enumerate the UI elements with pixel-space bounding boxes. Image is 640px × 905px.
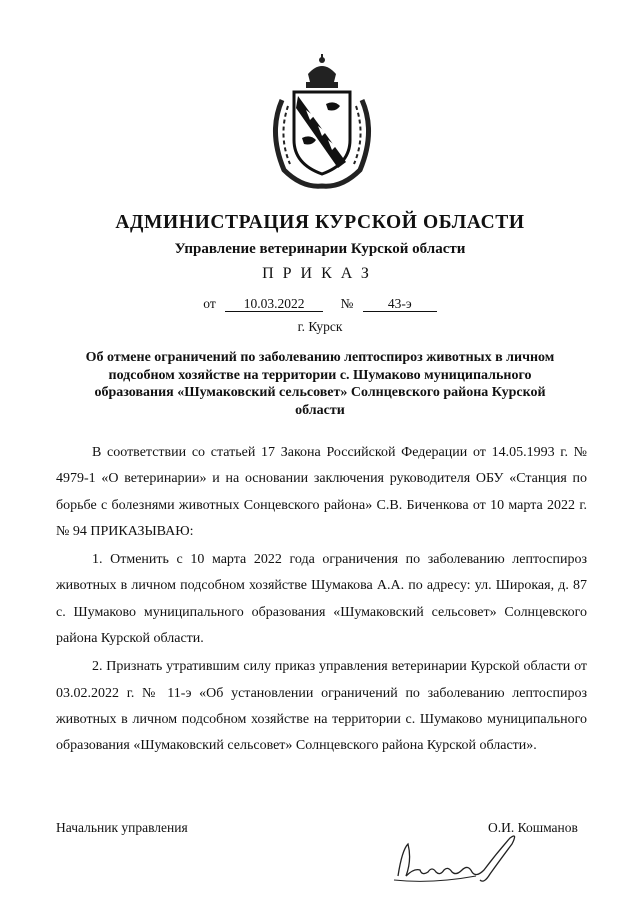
date-label: от <box>203 296 216 311</box>
signatory-position: Начальник управления <box>56 820 188 835</box>
coat-of-arms-icon <box>262 52 382 192</box>
item-1-paragraph: 1. Отменить с 10 марта 2022 года ограничения по заболеванию лептоспироз животных в личном подсобном хозяйстве Шумакова А.А. по адресу: ул. Широкая, д. 87 с. Шумаково муниципального образования «Шумаковский сельсовет» Солнцевского района Курской области. <box>56 552 587 647</box>
number-label: № <box>340 296 354 311</box>
signatory-name: О.И. Кошманов <box>488 820 578 835</box>
order-number: 43-э <box>363 297 437 312</box>
order-body <box>56 440 587 760</box>
order-subject: Об отмене ограничений по заболеванию лептоспироз животных в личном подсобном хозяйстве на территории с. Шумаково муниципального образования «Шумаковский сельсовет» Солнцевского района Курской области <box>85 350 555 418</box>
department-name: Управление ветеринарии Курской области <box>174 241 466 257</box>
organization-title: АДМИНИСТРАЦИЯ КУРСКОЙ ОБЛАСТИ <box>115 212 525 233</box>
intro-paragraph: В соответствии со статьей 17 Закона Российской Федерации от 14.05.1993 г. № 4979-1 «О ветеринарии» и на основании заключения руководителя ОБУ «Станция по борьбе с болезнями животных Сонцевского района» С.В. Биченкова от 10 марта 2022 г. № 94 ПРИКАЗЫВАЮ: <box>56 445 587 539</box>
document-type: ПРИКАЗ <box>262 265 378 282</box>
order-details <box>0 296 640 312</box>
item-2-paragraph: 2. Признать утратившим силу приказ управления ветеринарии Курской области от 03.02.2022 г. № 11-э «Об установлении ограничений по заболеванию лептоспироз животных в личном подсобном хозяйстве на территории с. Шумаково муниципального образования «Шумаковский сельсовет» Солнцевского района Курской области». <box>56 659 587 754</box>
city: г. Курск <box>297 319 343 334</box>
order-date: 10.03.2022 <box>225 297 323 312</box>
handwritten-signature <box>392 830 532 888</box>
